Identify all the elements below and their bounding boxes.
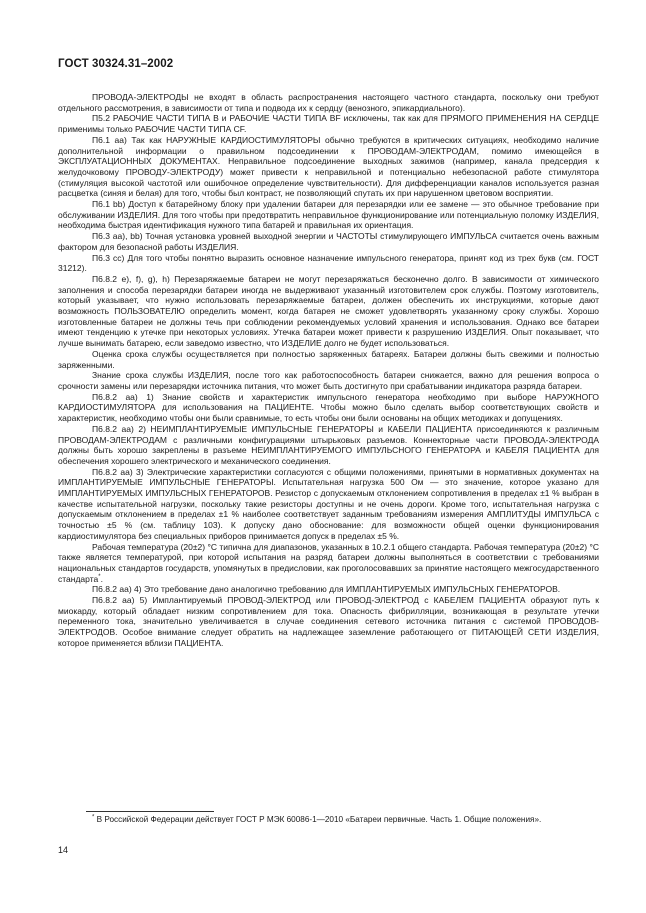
paragraph: П6.8.2 aa) 1) Знание свойств и характеристик импульсного генератора необходимо при выборе НАРУЖНОГО КАРДИОСТИМУЛЯТОРА для использования на ПАЦИЕНТЕ. Чтобы можно было сделать выбор соответствующих свойств и характеристик, необходимо чтобы они были сравнимые, то есть чтобы они были основаны на общих методиках и допущениях.	[58, 391, 599, 424]
paragraph: П6.8.2 aa) 4) Это требование дано аналогично требованию для ИМПЛАНТИРУЕМЫХ ИМПУЛЬСНЫХ ГЕНЕРАТОРОВ.	[92, 584, 561, 595]
paragraph: П6.8.2 aa) 2) НЕИМПЛАНТИРУЕМЫЕ ИМПУЛЬСНЫЕ ГЕНЕРАТОРЫ и КАБЕЛИ ПАЦИЕНТА присоединяются к различным ПРОВОДАМ-ЭЛЕКТРОДАМ с различными конфигурациями штырьковых разъемов. Коннекторные части ПРОВОДА-ЭЛЕКТРОДА должны быть хорошо закреплены в разъеме НЕИМПЛАНТИРУЕМОГО ИМПУЛЬСНОГО ГЕНЕРАТОРА и КАБЕЛЯ ПАЦИЕНТА для обеспечения хорошего электрического и механического соединения.	[58, 423, 599, 466]
paragraph: Знание срока службы ИЗДЕЛИЯ, после того как работоспособность батареи снижается, важно для решения вопроса о срочности замены или перезарядки источника питания, что может быть достигнуто при срабатывании индикатора разряда батареи.	[58, 370, 599, 391]
footnote-text: В Российской Федерации действует ГОСТ Р МЭК 60086-1—2010 «Батареи первичные. Часть 1. Общие положения».	[96, 815, 542, 824]
paragraph-text: Рабочая температура (20±2) °С типична для диапазонов, указанных в 10.2.1 общего стандарта. Рабочая температура (20±2) °С также является температурой, при которой испытания на разряд батареи должны выполняться в соответствии с требованиями национальных стандартов государств, упомянутых в предисловии, как проголосовавших за принятие настоящего межгосударственного стандарта	[58, 541, 599, 584]
paragraph: П6.3 aa), bb) Точная установка уровней выходной энергии и ЧАСТОТЫ стимулирующего ИМПУЛЬСА считается очень важным фактором для безопасной работы ИЗДЕЛИЯ.	[58, 231, 599, 252]
paragraph: ПРОВОДА-ЭЛЕКТРОДЫ не входят в область распространения настоящего частного стандарта, поскольку они требуют отдельного рассмотрения, в зависимости от типа и подвода их к сердцу (венозного, эпикардиального).	[58, 92, 599, 113]
page-number: 14	[58, 845, 69, 855]
footnote-paragraph	[58, 815, 599, 825]
footnote-reference: *	[98, 573, 101, 580]
footnote-mark: *	[92, 814, 95, 821]
footnote-divider	[86, 811, 214, 812]
paragraph: П6.1 aa) Так как НАРУЖНЫЕ КАРДИОСТИМУЛЯТОРЫ обычно требуются в критических ситуациях, необходимо наличие дополнительной информации о правильном подсоединении к ПРОВОДАМ-ЭЛЕКТРОДАМ, помимо имеющейся в ЭКСПЛУАТАЦИОННЫХ ДОКУМЕНТАХ. Неправильное подсоединение выходных зажимов (например, канала предсердия к желудочковому ПРОВОДУ-ЭЛЕКТРОДУ) может привести к неправильной и потенциально небезопасной работе стимулятора (стимуляция высокой частотой или ошибочное определение чувствительности). Для дифференциации каналов используется разная расцветка (синяя и белая) для того, чтобы был контраст, не позволяющий спутать их при нарушенном цветовом восприятии.	[58, 134, 599, 199]
paragraph: П6.8.2 e), f), g), h) Перезаряжаемые батареи не могут перезаряжаться бесконечно долго. В зависимости от химического заполнения и способа перезарядки батареи иногда не выдерживают указанный изготовителем срок службы. Поэтому изготовитель, который указывает, что нужно использовать перезаряжаемые батареи, должен обеспечить их инструкциями, которые дают возможность ПОЛЬЗОВАТЕЛЮ определить момент, когда батарея не сможет удовлетворять указанному сроку службы. Хорошо изготовленные батареи не должны течь при соблюдении рекомендуемых условий хранения и использования. Однако все батареи имеют тенденцию к утечке при некоторых условиях. Утечка батареи может привести к разрушению ИЗДЕЛИЯ. Опыт показывает, что лучше вынимать батарею, если заведомо известно, что ИЗДЕЛИЕ долго не будет использоваться.	[58, 273, 599, 349]
paragraph: П5.2 РАБОЧИЕ ЧАСТИ ТИПА B и РАБОЧИЕ ЧАСТИ ТИПА BF исключены, так как для ПРЯМОГО ПРИМЕНЕНИЯ НА СЕРДЦЕ применимы только РАБОЧИЕ ЧАСТИ ТИПА CF.	[58, 113, 599, 135]
document-body	[58, 92, 599, 649]
paragraph: Оценка срока службы осуществляется при полностью заряженных батареях. Батареи должны быть свежими и полностью заряженными.	[58, 348, 599, 370]
paragraph-with-footnote	[58, 542, 599, 585]
paragraph: П6.3 cc) Для того чтобы понятно выразить основное назначение импульсного генератора, принят код из трех букв (см. ГОСТ 31212).	[58, 252, 599, 274]
paragraph: П6.8.2 aa) 5) Имплантируемый ПРОВОД-ЭЛЕКТРОД или ПРОВОД-ЭЛЕКТРОД с КАБЕЛЕМ ПАЦИЕНТА образуют путь к миокарду, который обладает низким сопротивлением для тока. Опасность фибрилляции, возникающая в результате утечки переменного тока, значительно увеличивается в случае соединения сетевого источника питания с системой ПРОВОДОВ-ЭЛЕКТРОДОВ. Особое внимание следует обратить на надлежащее заземление работающего от ПИТАЮЩЕЙ СЕТИ ИЗДЕЛИЯ, которое применяется вблизи ПАЦИЕНТА.	[58, 595, 599, 648]
document-header: ГОСТ 30324.31–2002	[58, 58, 174, 70]
footnote	[58, 815, 599, 825]
paragraph-end: .	[100, 573, 103, 584]
paragraph: П6.1 bb) Доступ к батарейному блоку при удалении батареи для перезарядки или ее замене — это обычное требование при обслуживании ИЗДЕЛИЯ. Для того чтобы при предотвратить неправильное функционирование или потенциальную поломку ИЗДЕЛИЯ, необходима быстрая идентификация нужного типа батарей и правильная их ориентация.	[58, 199, 599, 231]
paragraph: П6.8.2 aa) 3) Электрические характеристики согласуются с общими положениями, принятыми в нормативных документах на ИМПЛАНТИРУЕМЫЕ ИМПУЛЬСНЫЕ ГЕНЕРАТОРЫ. Испытательная нагрузка 500 Ом — это значение, которое указано для ИМПЛАНТИРУЕМЫХ ИМПУЛЬСНЫХ ГЕНЕРАТОРОВ. Резистор с допускаемым отклонением сопротивления в пределах ±1 % выбран в качестве испытательной нагрузки, поскольку такие резисторы доступны и не очень дороги. Кроме того, испытательная нагрузка с допускаемым отклонением в пределах ±1 % наиболее соответствует заданным требованиям измерения АМПЛИТУДЫ ИМПУЛЬСА с точностью ±5 % (см. таблицу 103). К допуску дано обоснование: для возможности общей оценки функционирования кардиостимулятора без специальных приборов принимается допуск в пределах ±5 %.	[58, 466, 599, 541]
